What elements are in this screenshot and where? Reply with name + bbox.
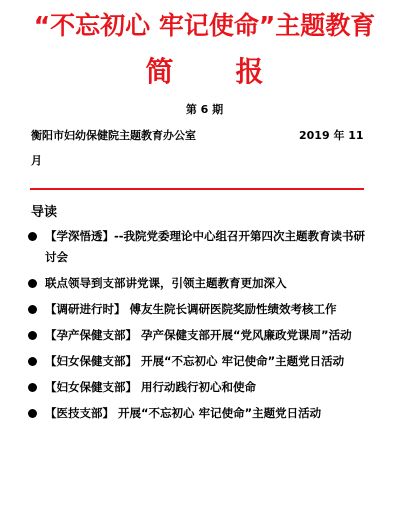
issuing-office: 衡阳市妇幼保健院主题教育办公室: [31, 129, 196, 142]
list-item[interactable]: [28, 299, 373, 320]
bulletin-title: “不忘初心 牢记使命”主题教育: [33, 11, 376, 40]
list-item[interactable]: [28, 403, 373, 424]
issue-date: 2019 年 11: [299, 129, 364, 142]
bullet-icon: [28, 331, 37, 340]
bullet-icon: [28, 305, 37, 314]
issue-number: 第 6 期: [185, 103, 224, 116]
list-item-text: 【妇女保健支部】 用行动践行初心和使命: [45, 380, 257, 394]
list-item[interactable]: [28, 377, 373, 398]
bullet-icon: [28, 409, 37, 418]
bullet-icon: [28, 383, 37, 392]
list-item-text: 【孕产保健支部】 孕产保健支部开展“党风廉政党课周”活动: [45, 328, 352, 342]
bullet-icon: [28, 232, 37, 241]
list-item[interactable]: [28, 273, 373, 294]
list-item[interactable]: [28, 325, 373, 346]
bullet-icon: [28, 279, 37, 288]
list-item[interactable]: [28, 226, 373, 268]
section-title: 导读: [31, 205, 58, 220]
list-item-text: 【调研进行时】 傅友生院长调研医院奖励性绩效考核工作: [45, 302, 337, 316]
list-item-text: 【医技支部】 开展“不忘初心 牢记使命”主题党日活动: [45, 406, 322, 420]
bullet-icon: [28, 357, 37, 366]
issue-date-continued: 月: [31, 154, 42, 167]
guide-list: [28, 226, 373, 429]
subtitle-char-right: 报: [235, 55, 264, 88]
list-item-text: 联点领导到支部讲党课，引领主题教育更加深入: [45, 276, 287, 290]
bulletin-subtitle: [0, 50, 409, 90]
subtitle-char-left: 简: [145, 55, 174, 88]
list-item-text: 【妇女保健支部】 开展“不忘初心 牢记使命”主题党日活动: [45, 354, 345, 368]
list-item[interactable]: [28, 351, 373, 372]
red-divider: [30, 188, 364, 190]
list-item-text: 【学深悟透】--我院党委理论中心组召开第四次主题教育读书研讨会: [45, 229, 366, 264]
